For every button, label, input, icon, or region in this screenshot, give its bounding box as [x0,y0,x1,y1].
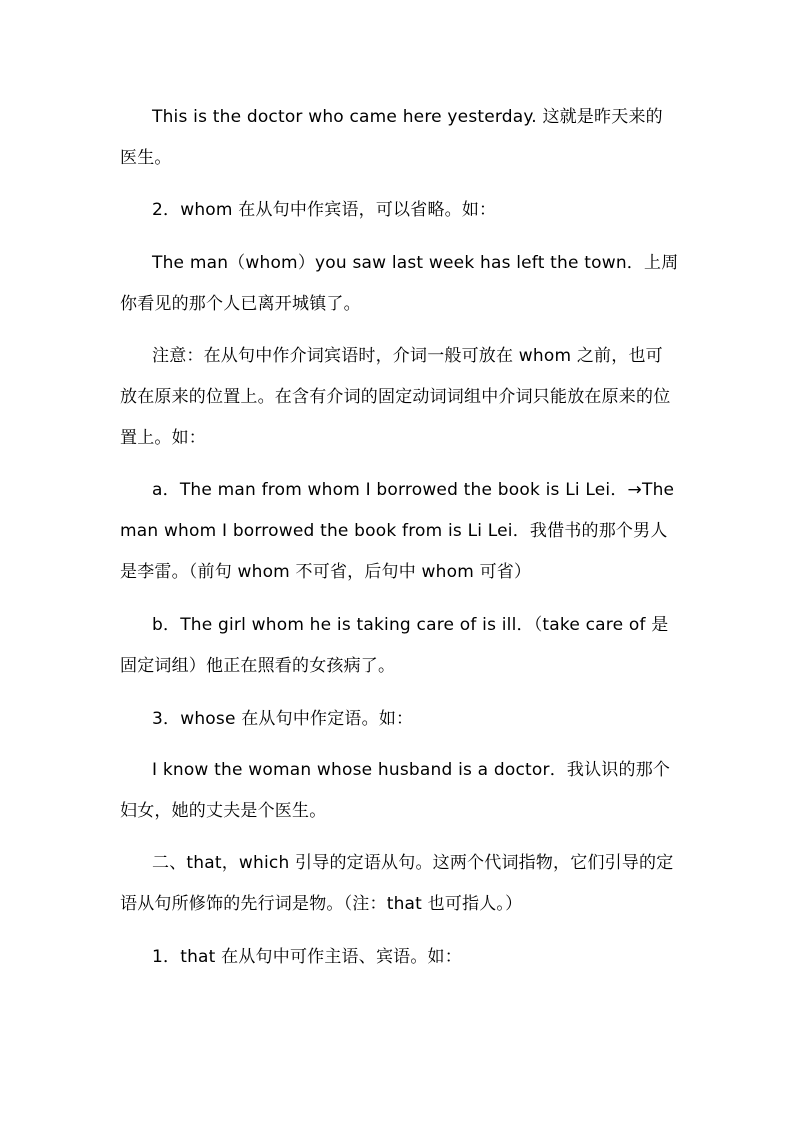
paragraph-example-man: The man（whom）you saw last week has left the town．上周你看见的那个人已离开城镇了。 [120,253,679,314]
paragraph-that-which-section: 二、that，which 引导的定语从句。这两个代词指物，它们引导的定语从句所修饰的先行词是物。（注：that 也可指人。） [120,853,674,914]
paragraph-whose-attributive: 3．whose 在从句中作定语。如： [152,709,414,729]
paragraph-example-doctor: This is the doctor who came here yesterday. 这就是昨天来的医生。 [120,107,663,168]
paragraph-example-a: a．The man from whom I borrowed the book is Li Lei．→The man whom I borrowed the book from is Li Lei．我借书的那个男人是李雷。（前句 whom 不可省，后句中 whom 可省） [120,480,675,582]
paragraph-example-woman: I know the woman whose husband is a doctor．我认识的那个妇女，她的丈夫是个医生。 [120,760,671,821]
paragraph-example-b: b．The girl whom he is taking care of is ill．（take care of 是固定词组）他正在照看的女孩病了。 [120,615,669,676]
paragraph-that-subject-object: 1．that 在从句中可作主语、宾语。如： [152,947,462,967]
paragraph-whom-object: 2．whom 在从句中作宾语，可以省略。如： [152,200,497,220]
paragraph-note-preposition: 注意：在从句中作介词宾语时，介词一般可放在 whom 之前，也可放在原来的位置上。在含有介词的固定动词词组中介词只能放在原来的位置上。如： [120,346,671,448]
